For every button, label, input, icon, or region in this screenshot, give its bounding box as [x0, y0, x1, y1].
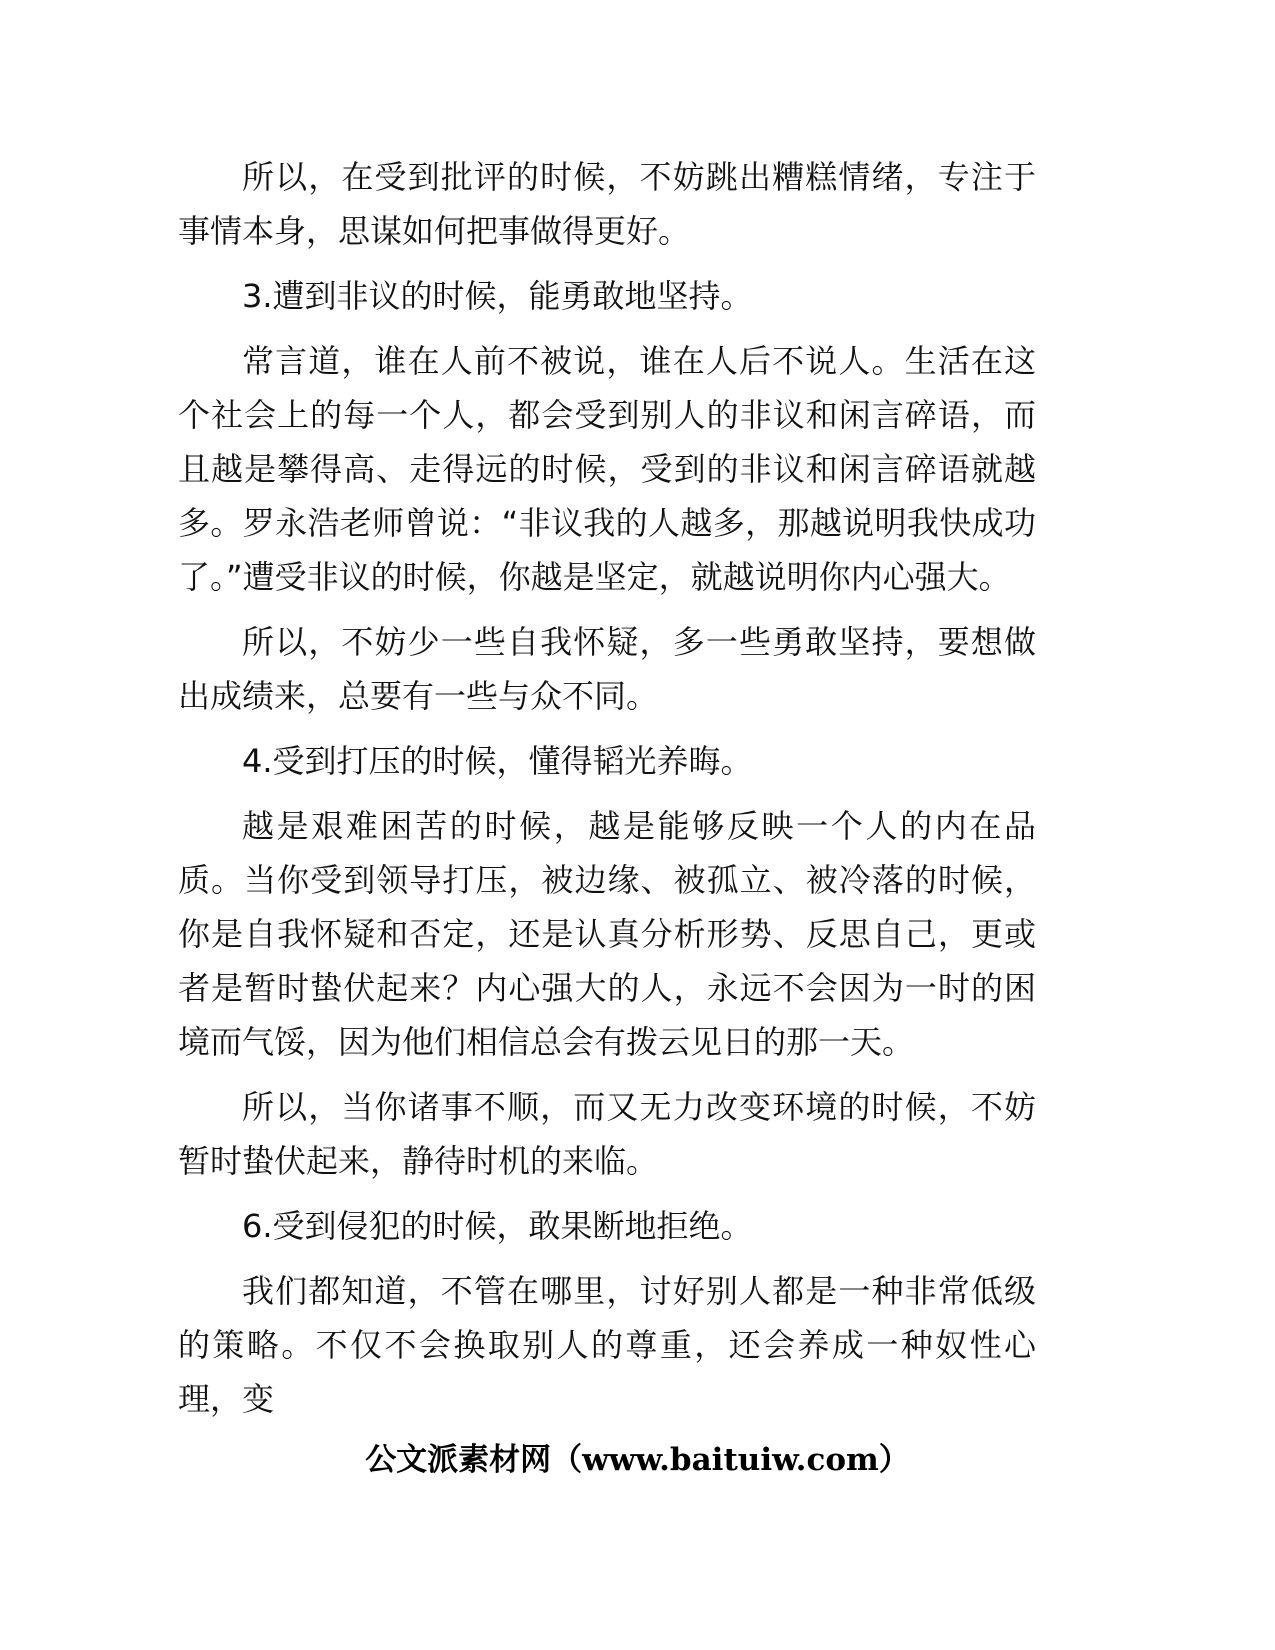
paragraph-3: 所以，不妨少一些自我怀疑，多一些勇敢坚持，要想做出成绩来，总要有一些与众不同。 [178, 623, 1036, 715]
paragraph-1: 所以，在受到批评的时候，不妨跳出糟糕情绪，专注于事情本身，思谋如何把事做得更好。 [178, 158, 1036, 250]
page-footer: 公文派素材网（www.baituiw.com） [365, 1442, 910, 1478]
section-heading-3: 3.遭到非议的时候，能勇敢地坚持。 [242, 277, 753, 315]
paragraph-6: 我们都知道，不管在哪里，讨好别人都是一种非常低级的策略。不仅不会换取别人的尊重，还会养成一种奴性心理，变 [178, 1272, 1036, 1418]
paragraph-2: 常言道，谁在人前不被说，谁在人后不说人。生活在这个社会上的每一个人，都会受到别人的非议和闲言碎语，而且越是攀得高、走得远的时候，受到的非议和闲言碎语就越多。罗永浩老师曾说：“非议我的人越多，那越说明我快成功了。”遭受非议的时候，你越是坚定，就越说明你内心强大。 [178, 342, 1036, 596]
paragraph-5: 所以，当你诸事不顺，而又无力改变环境的时候，不妨暂时蛰伏起来，静待时机的来临。 [178, 1088, 1036, 1180]
paragraph-4: 越是艰难困苦的时候，越是能够反映一个人的内在品质。当你受到领导打压，被边缘、被孤立、被冷落的时候，你是自我怀疑和否定，还是认真分析形势、反思自己，更或者是暂时蛰伏起来？内心强大的人，永远不会因为一时的困境而气馁，因为他们相信总会有拨云见日的那一天。 [178, 807, 1036, 1061]
document-body [178, 150, 1036, 1437]
section-heading-4: 4.受到打压的时候，懂得韬光养晦。 [242, 742, 753, 780]
section-heading-6: 6.受到侵犯的时候，敢果断地拒绝。 [242, 1207, 753, 1245]
